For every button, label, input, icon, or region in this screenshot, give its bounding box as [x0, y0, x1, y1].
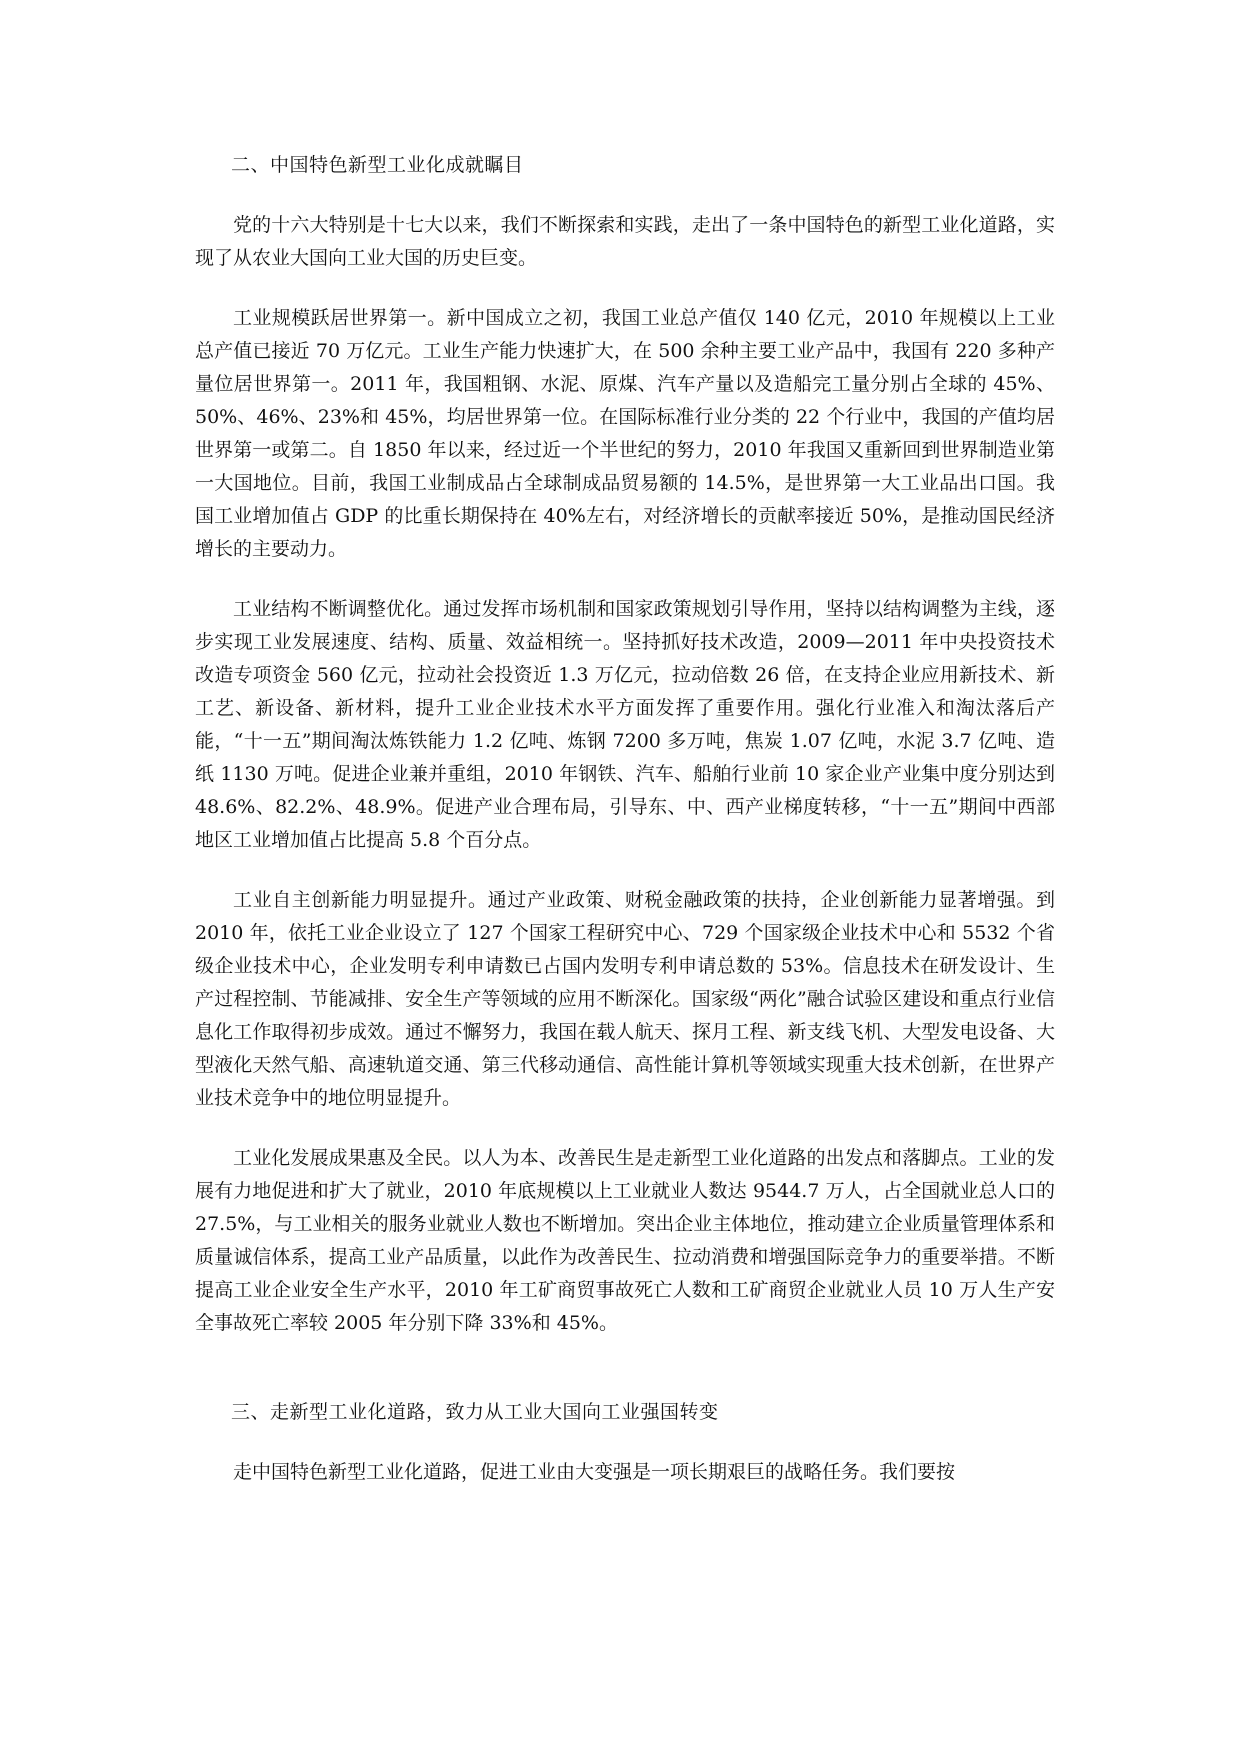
section-3-heading: 三、走新型工业化道路，致力从工业大国向工业强国转变	[231, 1401, 719, 1423]
paragraph-benefits: 工业化发展成果惠及全民。以人为本、改善民生是走新型工业化道路的出发点和落脚点。工业的发展有力地促进和扩大了就业，2010 年底规模以上工业就业人数达 9544.7 万人，占全国就业总人口的 27.5%，与工业相关的服务业就业人数也不断增加。突出企业主体地位，推动建立企业质量管理体系和质量诚信体系，提高工业产品质量，以此作为改善民生、拉动消费和增强国际竞争力的重要举措。不断提高工业企业安全生产水平，2010 年工矿商贸事故死亡人数和工矿商贸企业就业人员 10 万人生产安全事故死亡率较 2005 年分别下降 33%和 45%。	[195, 1147, 1055, 1334]
paragraph-industrial-scale: 工业规模跃居世界第一。新中国成立之初，我国工业总产值仅 140 亿元，2010 年规模以上工业总产值已接近 70 万亿元。工业生产能力快速扩大，在 500 余种主要工业产品中，我国有 220 多种产量位居世界第一。2011 年，我国粗钢、水泥、原煤、汽车产量以及造船完工量分别占全球的 45%、50%、46%、23%和 45%，均居世界第一位。在国际标准行业分类的 22 个行业中，我国的产值均居世界第一或第二。自 1850 年以来，经过近一个半世纪的努力，2010 年我国又重新回到世界制造业第一大国地位。目前，我国工业制成品占全球制成品贸易额的 14.5%，是世界第一大工业品出口国。我国工业增加值占 GDP 的比重长期保持在 40%左右，对经济增长的贡献率接近 50%，是推动国民经济增长的主要动力。	[195, 307, 1055, 560]
document-body	[195, 148, 1055, 1489]
section-2-heading: 二、中国特色新型工业化成就瞩目	[231, 154, 524, 176]
paragraph-innovation: 工业自主创新能力明显提升。通过产业政策、财税金融政策的扶持，企业创新能力显著增强。到 2010 年，依托工业企业设立了 127 个国家工程研究中心、729 个国家级企业技术中心和 5532 个省级企业技术中心，企业发明专利申请数已占国内发明专利申请总数的 53%。信息技术在研发设计、生产过程控制、节能减排、安全生产等领域的应用不断深化。国家级“两化”融合试验区建设和重点行业信息化工作取得初步成效。通过不懈努力，我国在载人航天、探月工程、新支线飞机、大型发电设备、大型液化天然气船、高速轨道交通、第三代移动通信、高性能计算机等领域实现重大技术创新，在世界产业技术竞争中的地位明显提升。	[195, 889, 1055, 1109]
paragraph-industrial-structure: 工业结构不断调整优化。通过发挥市场机制和国家政策规划引导作用，坚持以结构调整为主线，逐步实现工业发展速度、结构、质量、效益相统一。坚持抓好技术改造，2009—2011 年中央投资技术改造专项资金 560 亿元，拉动社会投资近 1.3 万亿元，拉动倍数 26 倍，在支持企业应用新技术、新工艺、新设备、新材料，提升工业企业技术水平方面发挥了重要作用。强化行业准入和淘汰落后产能，“十一五”期间淘汰炼铁能力 1.2 亿吨、炼钢 7200 多万吨，焦炭 1.07 亿吨，水泥 3.7 亿吨、造纸 1130 万吨。促进企业兼并重组，2010 年钢铁、汽车、船舶行业前 10 家企业产业集中度分别达到 48.6%、82.2%、48.9%。促进产业合理布局，引导东、中、西产业梯度转移，“十一五”期间中西部地区工业增加值占比提高 5.8 个百分点。	[195, 598, 1055, 851]
paragraph-section-3: 走中国特色新型工业化道路，促进工业由大变强是一项长期艰巨的战略任务。我们要按	[233, 1461, 956, 1483]
paragraph-intro: 党的十六大特别是十七大以来，我们不断探索和实践，走出了一条中国特色的新型工业化道路，实现了从农业大国向工业大国的历史巨变。	[195, 214, 1055, 269]
